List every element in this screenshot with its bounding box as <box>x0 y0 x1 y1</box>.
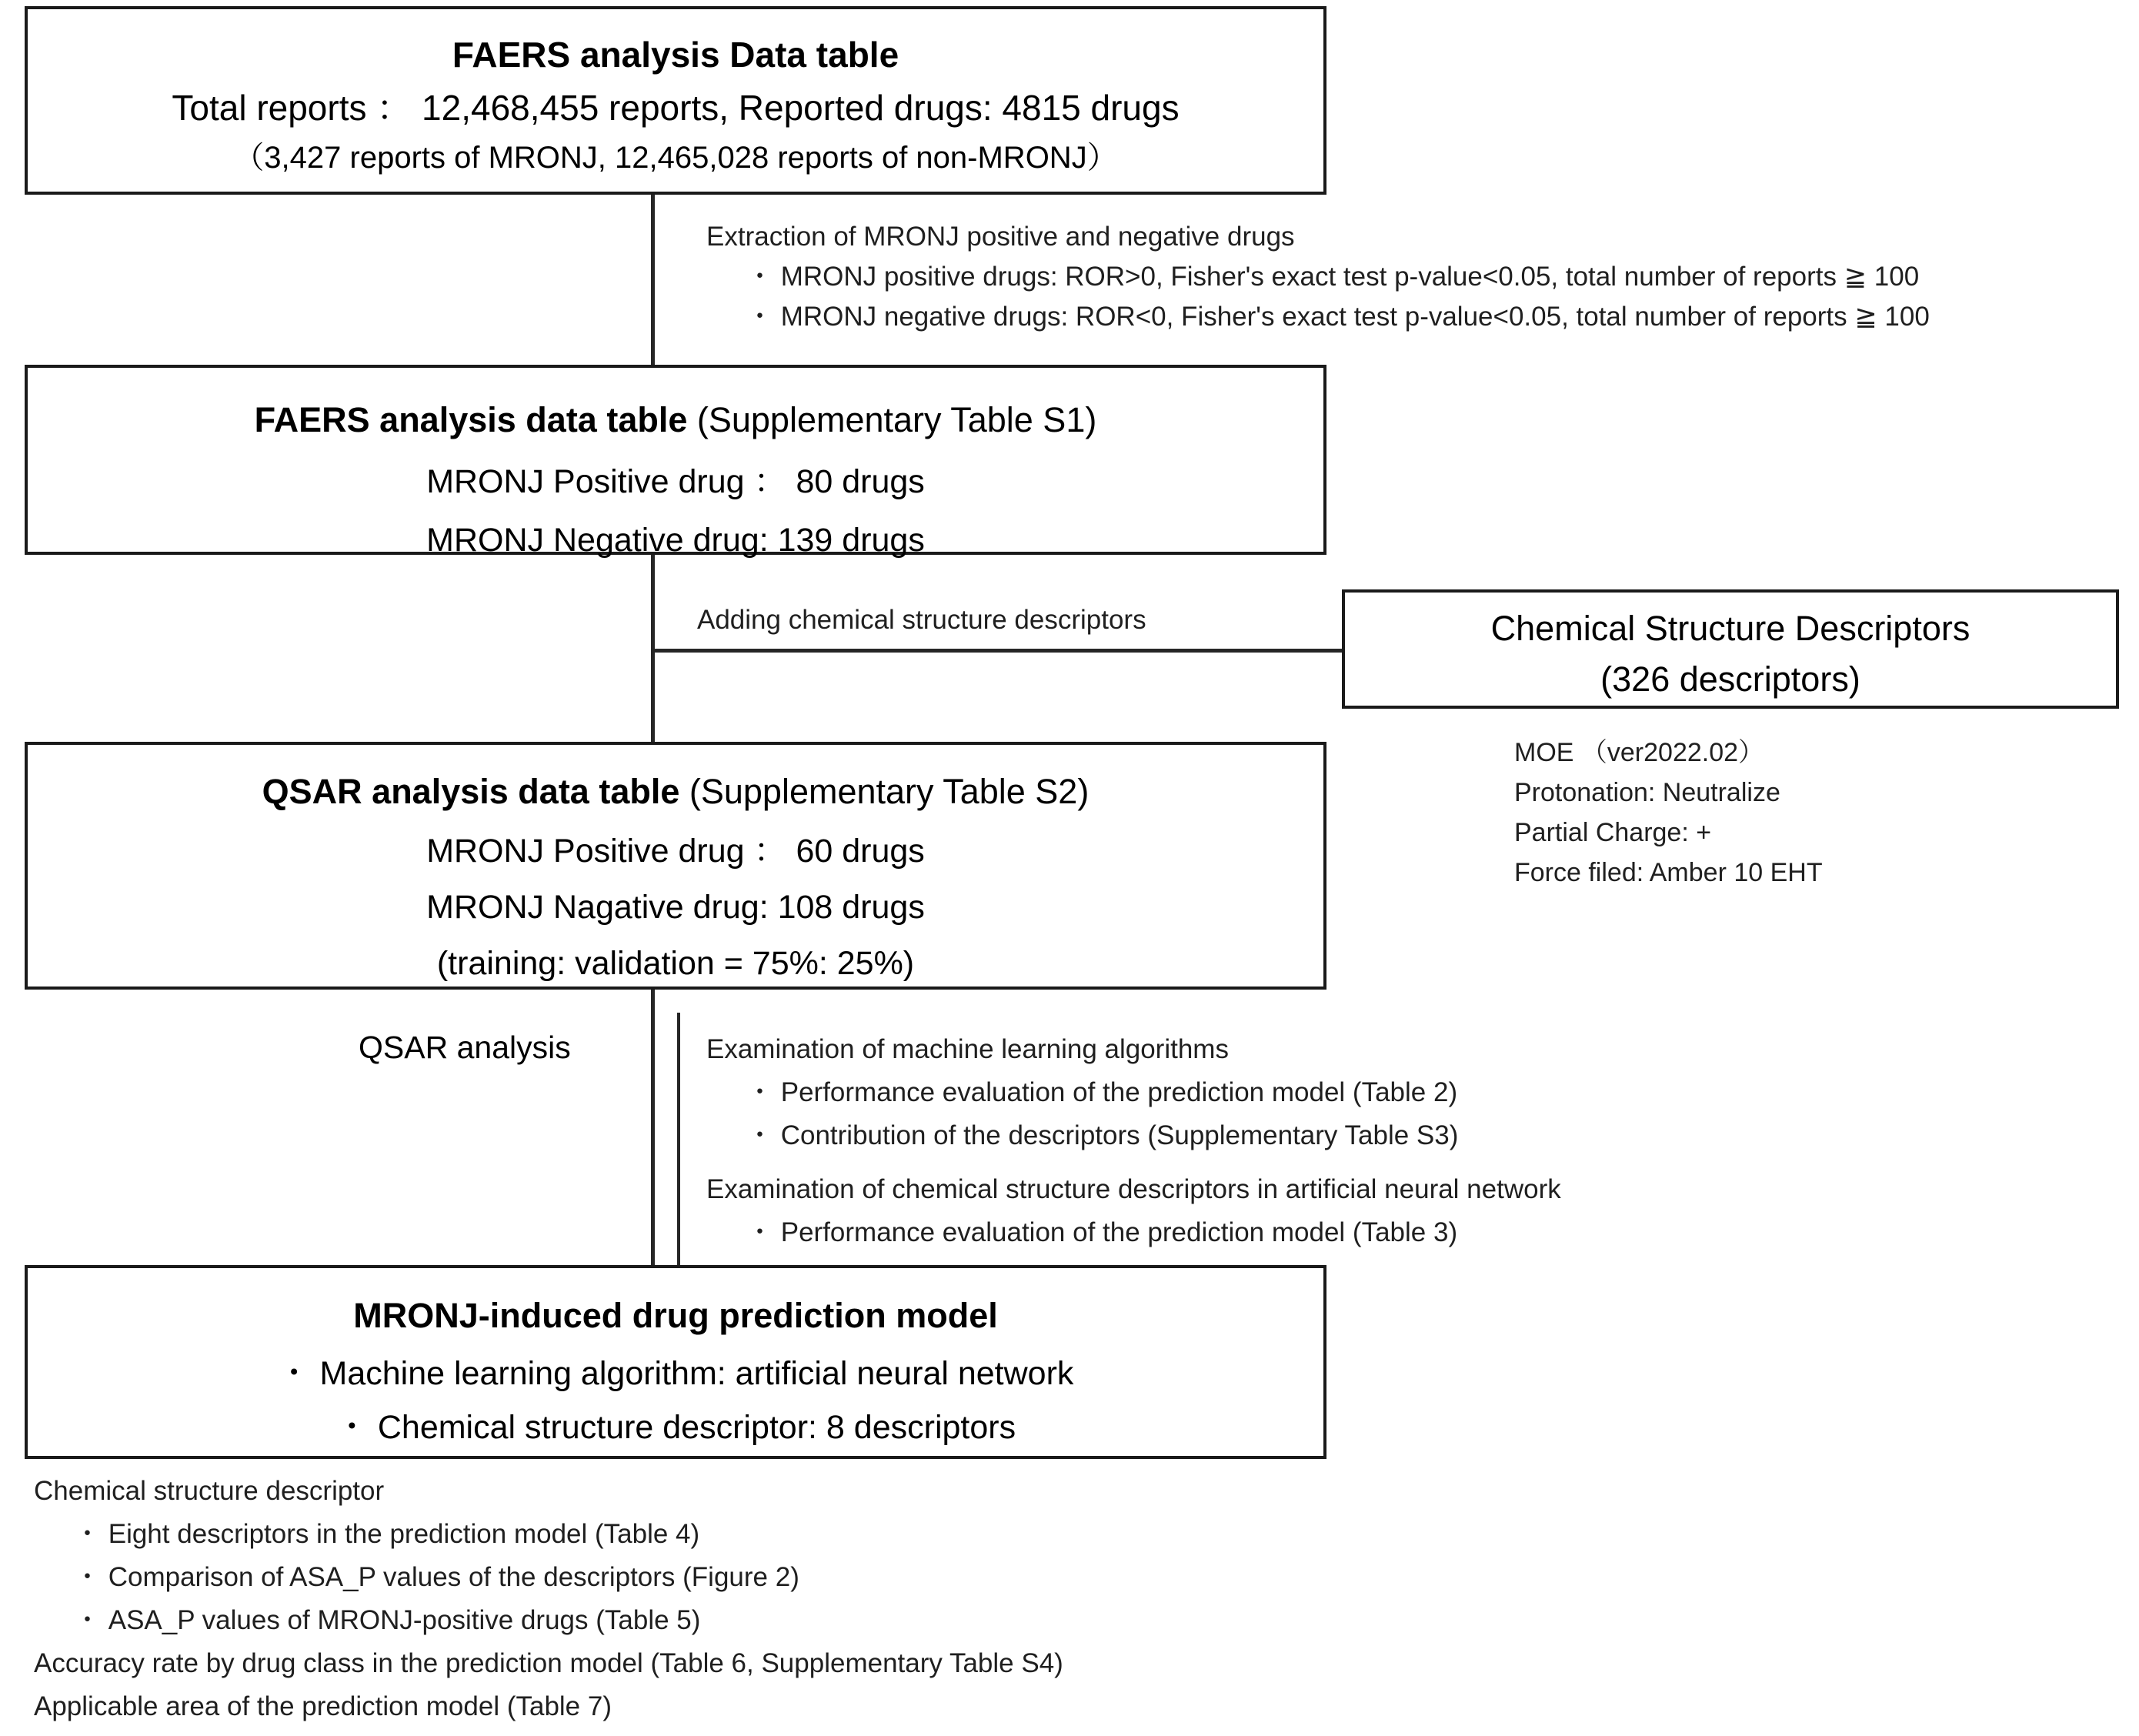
qsar-ml-heading: Examination of machine learning algorithms <box>706 1034 1229 1064</box>
faers-raw-title: FAERS analysis Data table <box>452 35 899 75</box>
moe-partial-charge: Partial Charge: + <box>1514 818 1712 847</box>
faers-s1-title-main: FAERS analysis data table <box>254 400 688 439</box>
faers-raw-total-reports: Total reports ： 12,468,455 reports, Reported drugs: 4815 drugs <box>172 88 1180 128</box>
connector-raw-to-s1 <box>651 192 655 368</box>
extraction-bullet-negative: ・ MRONJ negative drugs: ROR<0, Fisher's exact test p-value<0.05, total number of reports ≧ 100 <box>746 302 1930 332</box>
qsar-data-table-box <box>25 742 1326 990</box>
extraction-heading: Extraction of MRONJ positive and negative drugs <box>706 222 1295 252</box>
faers-s1-title <box>28 388 1323 452</box>
faers-s1-title-suffix: (Supplementary Table S1) <box>687 400 1097 439</box>
prediction-model-box <box>25 1265 1326 1459</box>
qsar-ml-examination-note <box>706 1028 1458 1157</box>
faers-s1-positive-drugs: MRONJ Positive drug ： 80 drugs <box>426 463 925 500</box>
qsar-descriptor-examination-note <box>706 1168 1561 1254</box>
qsar-stage-divider <box>677 1013 680 1268</box>
prediction-model-title: MRONJ-induced drug prediction model <box>353 1296 998 1335</box>
qsar-ml-bullet-contribution: ・ Contribution of the descriptors (Supplementary Table S3) <box>746 1120 1459 1150</box>
footer-bullet-asap-comparison: ・ Comparison of ASA_P values of the descriptors (Figure 2) <box>74 1562 799 1592</box>
qsar-positive-drugs: MRONJ Positive drug ： 60 drugs <box>426 833 925 870</box>
descriptors-count: (326 descriptors) <box>1600 659 1860 699</box>
adding-descriptors-note <box>697 600 1146 640</box>
prediction-model-algorithm: ・ Machine learning algorithm: artificial neural network <box>277 1355 1074 1392</box>
moe-protonation: Protonation: Neutralize <box>1514 778 1780 807</box>
faers-s1-negative-drugs: MRONJ Negative drug: 139 drugs <box>426 522 925 559</box>
moe-version: MOE （ver2022.02） <box>1514 738 1765 767</box>
extraction-criteria-note <box>706 217 1930 337</box>
extraction-bullet-positive: ・ MRONJ positive drugs: ROR>0, Fisher's exact test p-value<0.05, total number of reports ≧ 100 <box>746 262 1920 292</box>
qsar-ann-heading: Examination of chemical structure descriptors in artificial neural network <box>706 1174 1561 1204</box>
footer-heading: Chemical structure descriptor <box>34 1476 385 1506</box>
footer-bullet-eight-descriptors: ・ Eight descriptors in the prediction model (Table 4) <box>74 1519 700 1549</box>
qsar-ml-bullet-performance: ・ Performance evaluation of the prediction model (Table 2) <box>746 1077 1458 1107</box>
faers-raw-data-box <box>25 6 1326 195</box>
qsar-table-title-main: QSAR analysis data table <box>262 772 680 811</box>
descriptors-title: Chemical Structure Descriptors <box>1490 609 1970 648</box>
faers-raw-breakdown: （3,427 reports of MRONJ, 12,465,028 reports of non-MRONJ） <box>233 141 1118 175</box>
qsar-table-title <box>28 760 1323 823</box>
footer-bullet-asap-positive: ・ ASA_P values of MRONJ-positive drugs (Table 5) <box>74 1605 701 1635</box>
qsar-ann-bullet-performance: ・ Performance evaluation of the prediction model (Table 3) <box>746 1217 1458 1247</box>
qsar-split-ratio: (training: validation = 75%: 25%) <box>436 945 915 982</box>
qsar-table-title-suffix: (Supplementary Table S2) <box>679 772 1090 811</box>
adding-descriptors-label: Adding chemical structure descriptors <box>697 605 1146 635</box>
footer-accuracy-rate: Accuracy rate by drug class in the prediction model (Table 6, Supplementary Table S4) <box>34 1648 1063 1678</box>
chemical-structure-descriptors-box <box>1342 589 2119 709</box>
connector-to-descriptors-box <box>651 649 1343 653</box>
qsar-negative-drugs: MRONJ Nagative drug: 108 drugs <box>426 889 925 926</box>
qsar-analysis-stage-label: QSAR analysis <box>359 1030 571 1065</box>
faers-s1-data-box <box>25 365 1326 559</box>
footer-outputs-note <box>34 1470 1063 1728</box>
footer-applicable-area: Applicable area of the prediction model (Table 7) <box>34 1691 612 1721</box>
prediction-model-descriptors: ・ Chemical structure descriptor: 8 descriptors <box>335 1409 1016 1446</box>
moe-force-field: Force filed: Amber 10 EHT <box>1514 858 1823 887</box>
moe-settings-note <box>1514 733 1823 893</box>
connector-qsar-to-model <box>651 987 655 1268</box>
